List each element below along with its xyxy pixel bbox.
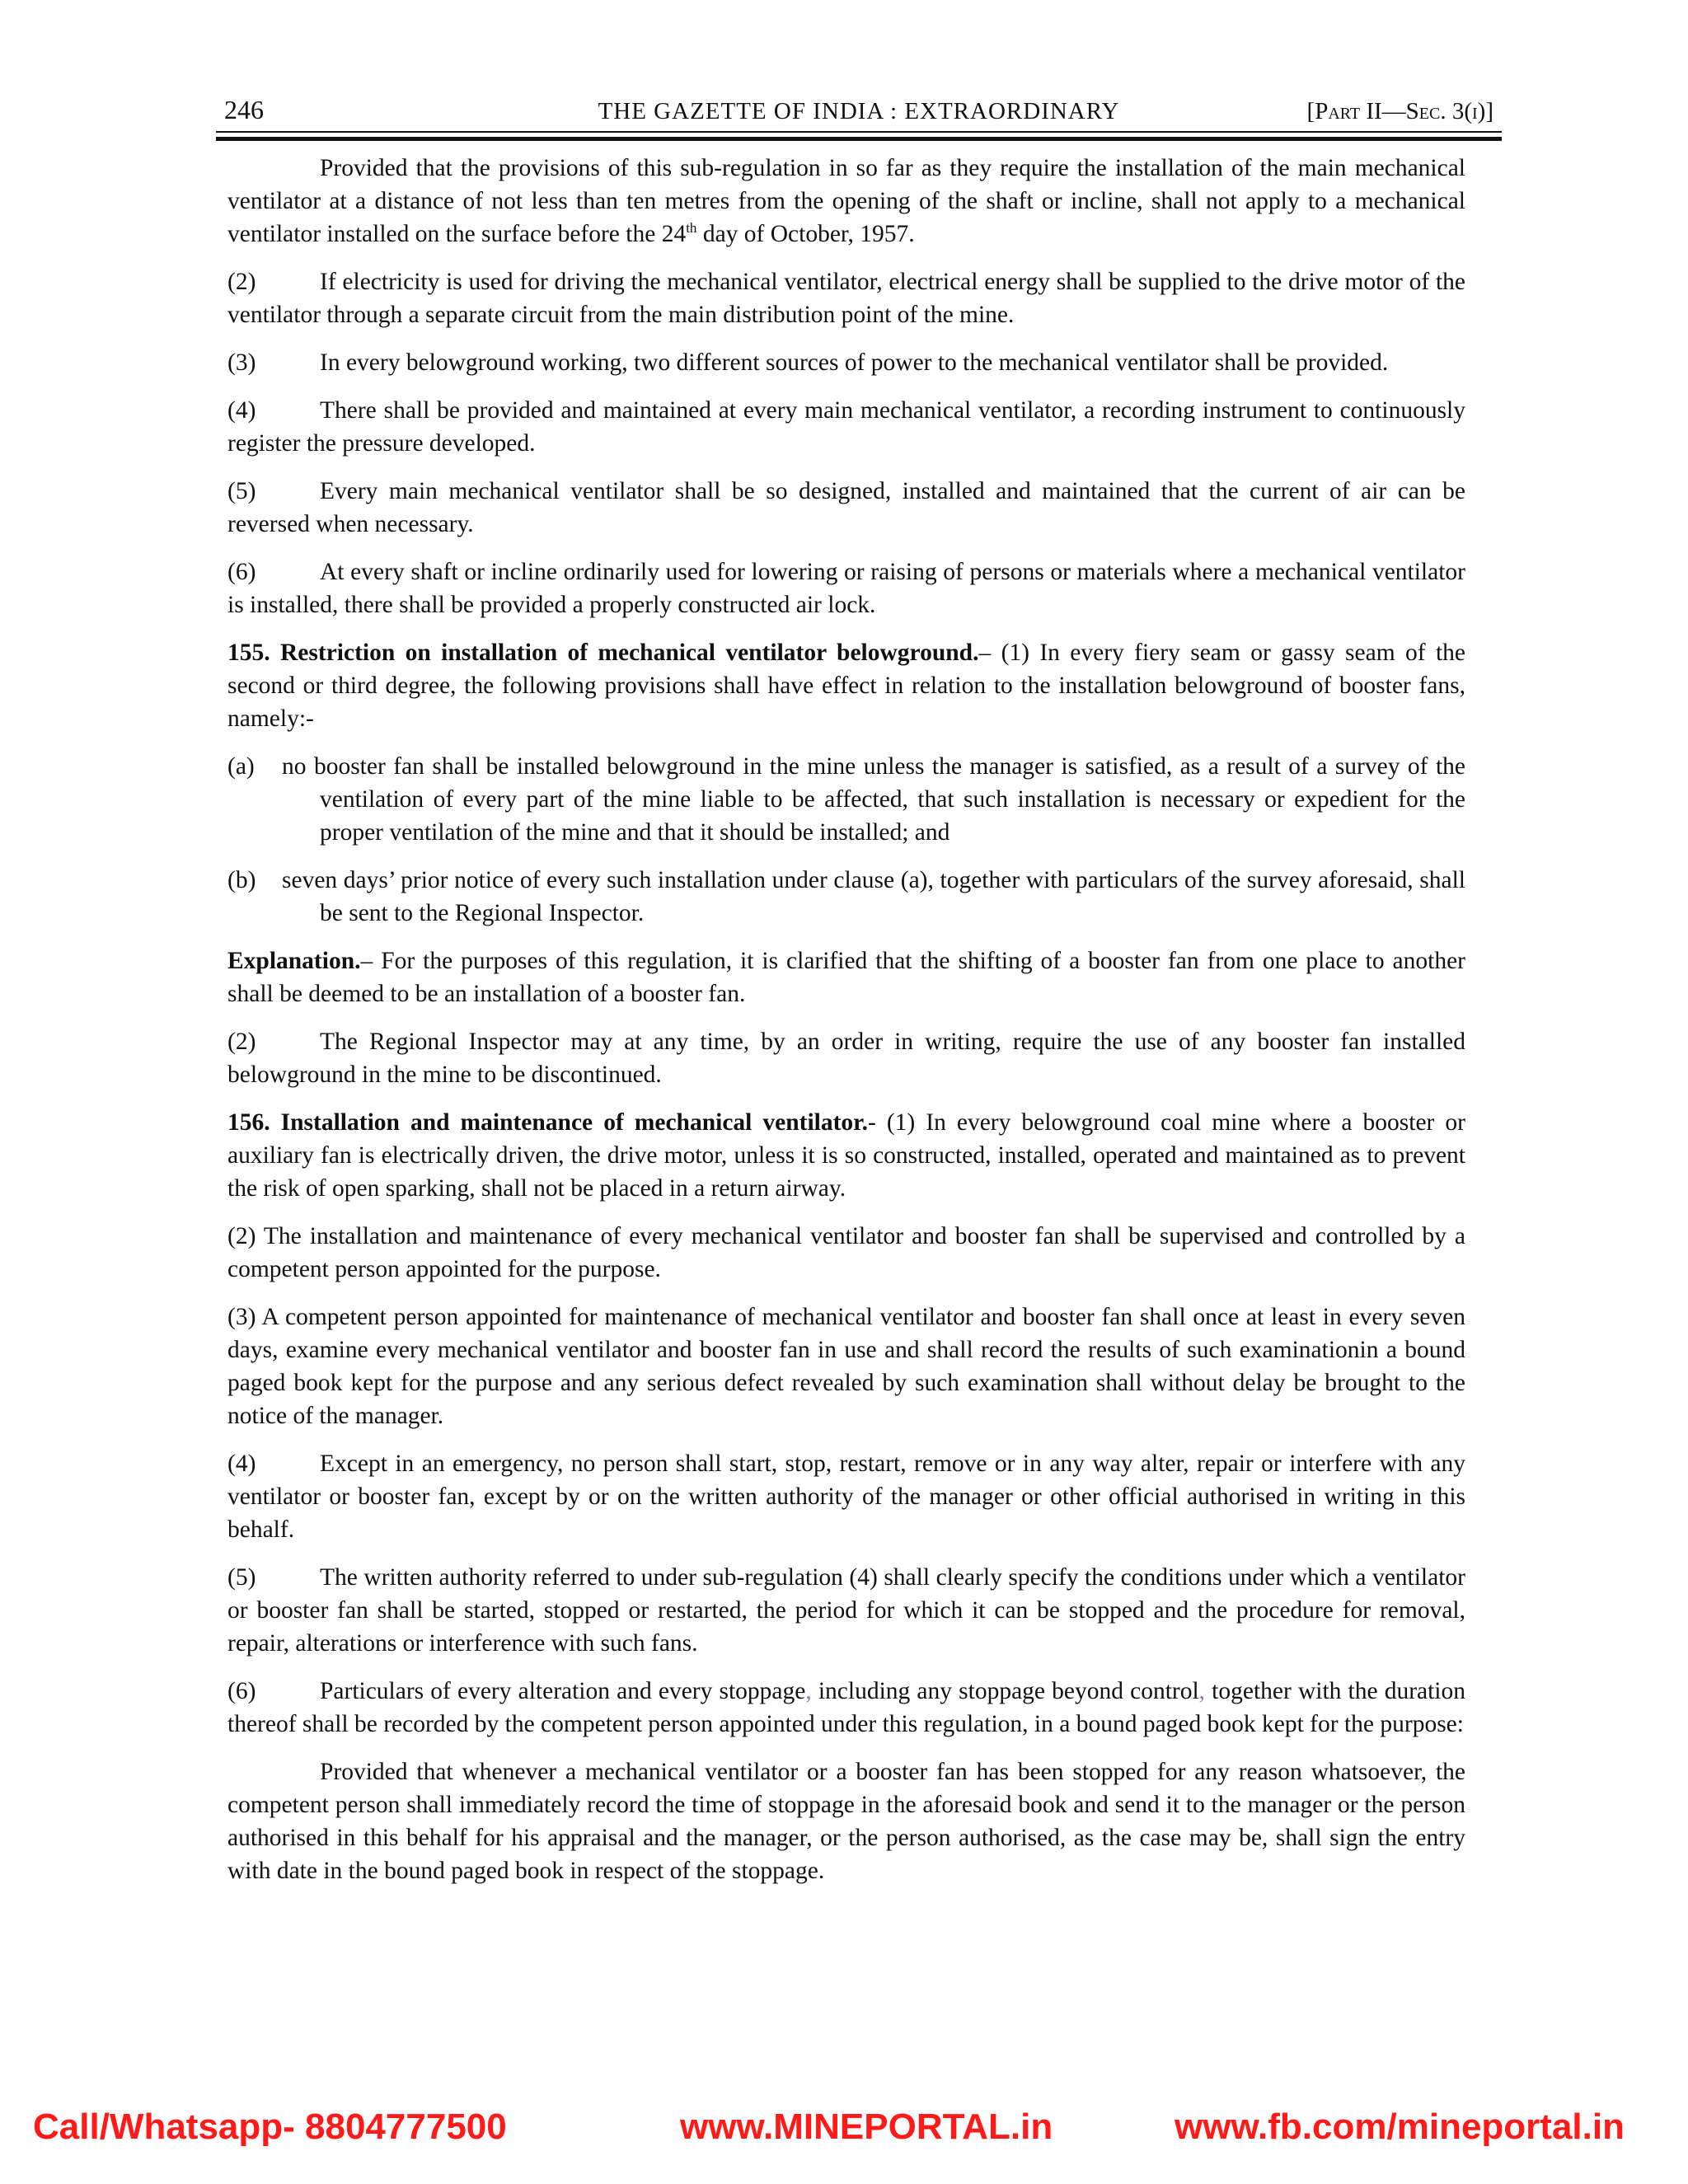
sub-number: (2) bbox=[227, 1029, 256, 1055]
sub-text: Except in an emergency, no person shall start, stop, restart, remove or in any way alter, repair or interfere with any ventilator or booster fan, except by or on the written authority of the manager or other official authorised in writing in this behalf. bbox=[227, 1451, 1465, 1543]
sub-text: If electricity is used for driving the mechanical ventilator, electrical energy shall be supplied to the drive motor of the ventilator through a separate circuit from the main distribution point of the mine. bbox=[227, 269, 1465, 328]
sub-regulation-5 bbox=[227, 475, 1465, 541]
sub-regulation-4 bbox=[227, 394, 1465, 460]
clause-b bbox=[227, 864, 1465, 930]
explanation bbox=[227, 944, 1465, 1010]
facebook-link[interactable]: www.fb.com/mineportal.in bbox=[1175, 2107, 1625, 2147]
clause-text: seven days’ prior notice of every such installation under clause (a), together with particulars of the survey aforesaid, shall be sent to the Regional Inspector. bbox=[282, 867, 1465, 926]
clause-label: (a) bbox=[227, 753, 255, 780]
regulation-156-sub-3: (3) A competent person appointed for maintenance of mechanical ventilator and booster fan shall once at least in every seven days, examine every mechanical ventilator and booster fan in use and shall record the results of such examinationin a bound paged book kept for the purpose and any serious defect revealed by such examination shall without delay be brought to the notice of the manager. bbox=[227, 1304, 1465, 1429]
proviso-paragraph-2: Provided that whenever a mechanical ventilator or a booster fan has been stopped for any reason whatsoever, the competent person shall immediately record the time of stoppage in the aforesaid book and send it to the manager or the person authorised in this behalf for his appraisal and the manager, or the person authorised, as the case may be, shall sign the entry with date in the bound paged book in respect of the stoppage. bbox=[227, 1759, 1465, 1884]
page-number: 246 bbox=[224, 95, 264, 124]
proviso-text-end: day of October, 1957. bbox=[696, 221, 915, 247]
sub-number: (2) bbox=[227, 269, 256, 295]
sub-text: At every shaft or incline ordinarily used for lowering or raising of persons or materials where a mechanical ventilator is installed, there shall be provided a properly constructed air lock. bbox=[227, 559, 1465, 618]
sub-regulation-3 bbox=[227, 346, 1465, 379]
part-section-label: [Part II—Sec. 3(i)] bbox=[1306, 98, 1493, 124]
document-body bbox=[227, 152, 1465, 1902]
highlighted-comma: , bbox=[805, 1678, 812, 1704]
regulation-heading: 155. Restriction on installation of mechanical ventilator belowground. bbox=[227, 640, 979, 666]
sub-regulation-2 bbox=[227, 265, 1465, 331]
sub-text: together with the duration thereof shall be recorded by the competent person appointed under this regulation, in a bound paged book kept for the purpose: bbox=[227, 1678, 1466, 1737]
proviso-paragraph bbox=[227, 152, 1465, 251]
regulation-155 bbox=[227, 636, 1465, 735]
sub-text: The Regional Inspector may at any time, by an order in writing, require the use of any booster fan installed belowground in the mine to be discontinued. bbox=[227, 1029, 1465, 1088]
regulation-intro: – (1) In every fiery seam or gassy seam of the second or third degree, the following provisions shall have effect in relation to the installation belowground of booster fans, namely:- bbox=[227, 640, 1466, 732]
sub-number: (4) bbox=[227, 397, 256, 424]
gazette-title: THE GAZETTE OF INDIA : EXTRAORDINARY bbox=[598, 98, 1120, 124]
highlighted-comma: , bbox=[1198, 1678, 1206, 1704]
page-footer bbox=[0, 2107, 1688, 2156]
sub-number: (4) bbox=[227, 1451, 256, 1477]
sub-text: Every main mechanical ventilator shall be so designed, installed and maintained that the current of air can be reversed when necessary. bbox=[227, 478, 1465, 537]
clause-label: (b) bbox=[227, 867, 256, 893]
header-rule-thin bbox=[216, 131, 1502, 133]
sub-text: including any stoppage beyond control bbox=[811, 1678, 1199, 1704]
regulation-156 bbox=[227, 1106, 1465, 1205]
page-header bbox=[216, 95, 1502, 128]
ordinal-superscript: th bbox=[686, 220, 697, 237]
explanation-label: Explanation. bbox=[227, 948, 361, 974]
sub-number: (3) bbox=[227, 349, 256, 376]
website-link[interactable]: www.MINEPORTAL.in bbox=[680, 2107, 1053, 2147]
sub-number: (6) bbox=[227, 559, 256, 585]
regulation-155-sub-2 bbox=[227, 1025, 1465, 1091]
regulation-156-sub-4 bbox=[227, 1447, 1465, 1546]
explanation-text: – For the purposes of this regulation, it is clarified that the shifting of a booster fan from one place to another shall be deemed to be an installation of a booster fan. bbox=[227, 948, 1465, 1007]
contact-phone: Call/Whatsapp- 8804777500 bbox=[33, 2107, 507, 2147]
proviso-text: Provided that the provisions of this sub-regulation in so far as they require the installation of the main mechanical ventilator at a distance of not less than ten metres from the opening of the shaft or incline, shall not apply to a mechanical ventilator installed on the surface before the 24 bbox=[227, 155, 1465, 247]
regulation-heading: 156. Installation and maintenance of mechanical ventilator. bbox=[227, 1109, 868, 1136]
regulation-156-sub-2: (2) The installation and maintenance of every mechanical ventilator and booster fan shall be supervised and controlled by a competent person appointed for the purpose. bbox=[227, 1223, 1465, 1282]
sub-text: In every belowground working, two different sources of power to the mechanical ventilator shall be provided. bbox=[320, 349, 1389, 376]
sub-number: (5) bbox=[227, 1564, 256, 1591]
clause-a bbox=[227, 750, 1465, 849]
clause-text: no booster fan shall be installed belowground in the mine unless the manager is satisfied, as a result of a survey of the ventilation of every part of the mine liable to be affected, that such installation is necessary or expedient for the proper ventilation of the mine and that it should be installed; and bbox=[282, 753, 1465, 846]
header-rule-thick bbox=[216, 137, 1502, 141]
sub-regulation-6 bbox=[227, 555, 1465, 621]
sub-text: The written authority referred to under sub-regulation (4) shall clearly specify the conditions under which a ventilator or booster fan shall be started, stopped or restarted, the period for which it can be stopped and the procedure for removal, repair, alterations or interference with such fans. bbox=[227, 1564, 1465, 1657]
sub-number: (6) bbox=[227, 1678, 256, 1704]
sub-number: (5) bbox=[227, 478, 256, 504]
sub-text: There shall be provided and maintained at every main mechanical ventilator, a recording instrument to continuously register the pressure developed. bbox=[227, 397, 1465, 457]
regulation-156-sub-6 bbox=[227, 1675, 1465, 1741]
regulation-156-sub-5 bbox=[227, 1561, 1465, 1660]
regulation-intro: - (1) In every belowground coal mine where a booster or auxiliary fan is electrically driven, the drive motor, unless it is so constructed, installed, operated and maintained as to prevent the risk of open sparking, shall not be placed in a return airway. bbox=[227, 1109, 1465, 1202]
sub-text: Particulars of every alteration and every stoppage bbox=[320, 1678, 806, 1704]
